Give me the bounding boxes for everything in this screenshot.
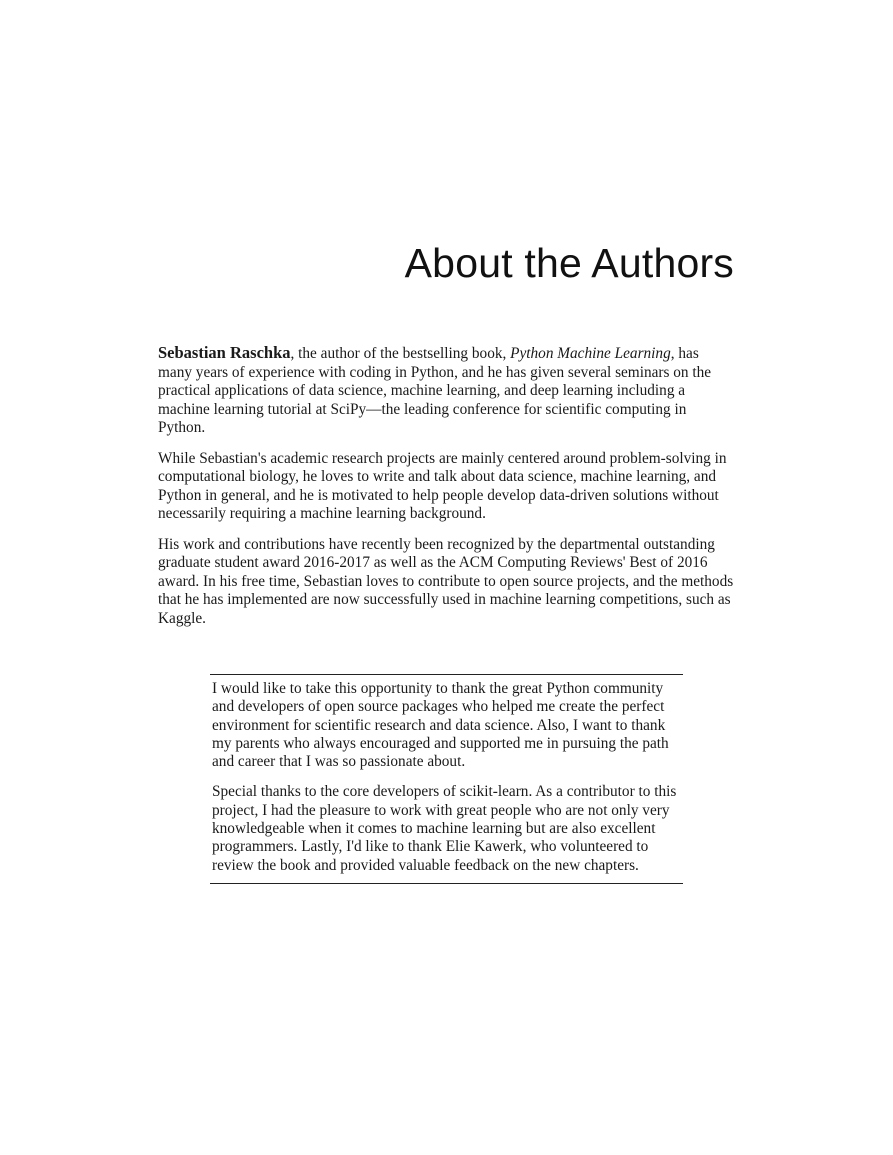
bio-paragraph-awards: His work and contributions have recently been recognized by the departmental outstanding graduate student award 2016-2017 as well as the ACM Computing Reviews' Best of 2016 award. In his free time, Sebastian loves to contribute to open source projects, and the methods that he has implemented are now successfully used in machine learning competitions, such as Kaggle. bbox=[158, 535, 734, 627]
bio-intro-rest: , has many years of experience with coding in Python, and he has given several seminars on the practical applications of data science, machine learning, and deep learning including a machine learning tutorial at SciPy—the leading conference for scientific computing in Python. bbox=[158, 345, 712, 436]
author-name: Sebastian Raschka bbox=[158, 343, 291, 362]
author-bio bbox=[158, 344, 735, 640]
bio-paragraph-research: While Sebastian's academic research projects are mainly centered around problem-solving in computational biology, he loves to write and talk about data science, machine learning, and Python in general, and he is motivated to help people develop data-driven solutions without necessarily requiring a machine learning background. bbox=[158, 449, 727, 522]
bio-intro-text: , the author of the bestselling book, bbox=[290, 345, 511, 362]
acknowledgement-box bbox=[210, 674, 683, 884]
acknowledgement-paragraph-community: I would like to take this opportunity to thank the great Python community and developers of open source packages who helped me create the perfect environment for scientific research and data science. Also, I want to thank my parents who always encouraged and supported me in pursuing the path and career that I was so passionate about. bbox=[212, 680, 669, 771]
chapter-title: About the Authors bbox=[404, 240, 734, 286]
book-title: Python Machine Learning bbox=[510, 345, 671, 362]
bio-intro-paragraph bbox=[158, 344, 735, 438]
acknowledgement-paragraph-scikit-learn: Special thanks to the core developers of scikit-learn. As a contributor to this project, I had the pleasure to work with great people who are not only very knowledgeable when it comes to machine learning but are also excellent programmers. Lastly, I'd like to thank Elie Kawerk, who volunteered to review the book and provided valuable feedback on the new chapters. bbox=[212, 783, 677, 874]
